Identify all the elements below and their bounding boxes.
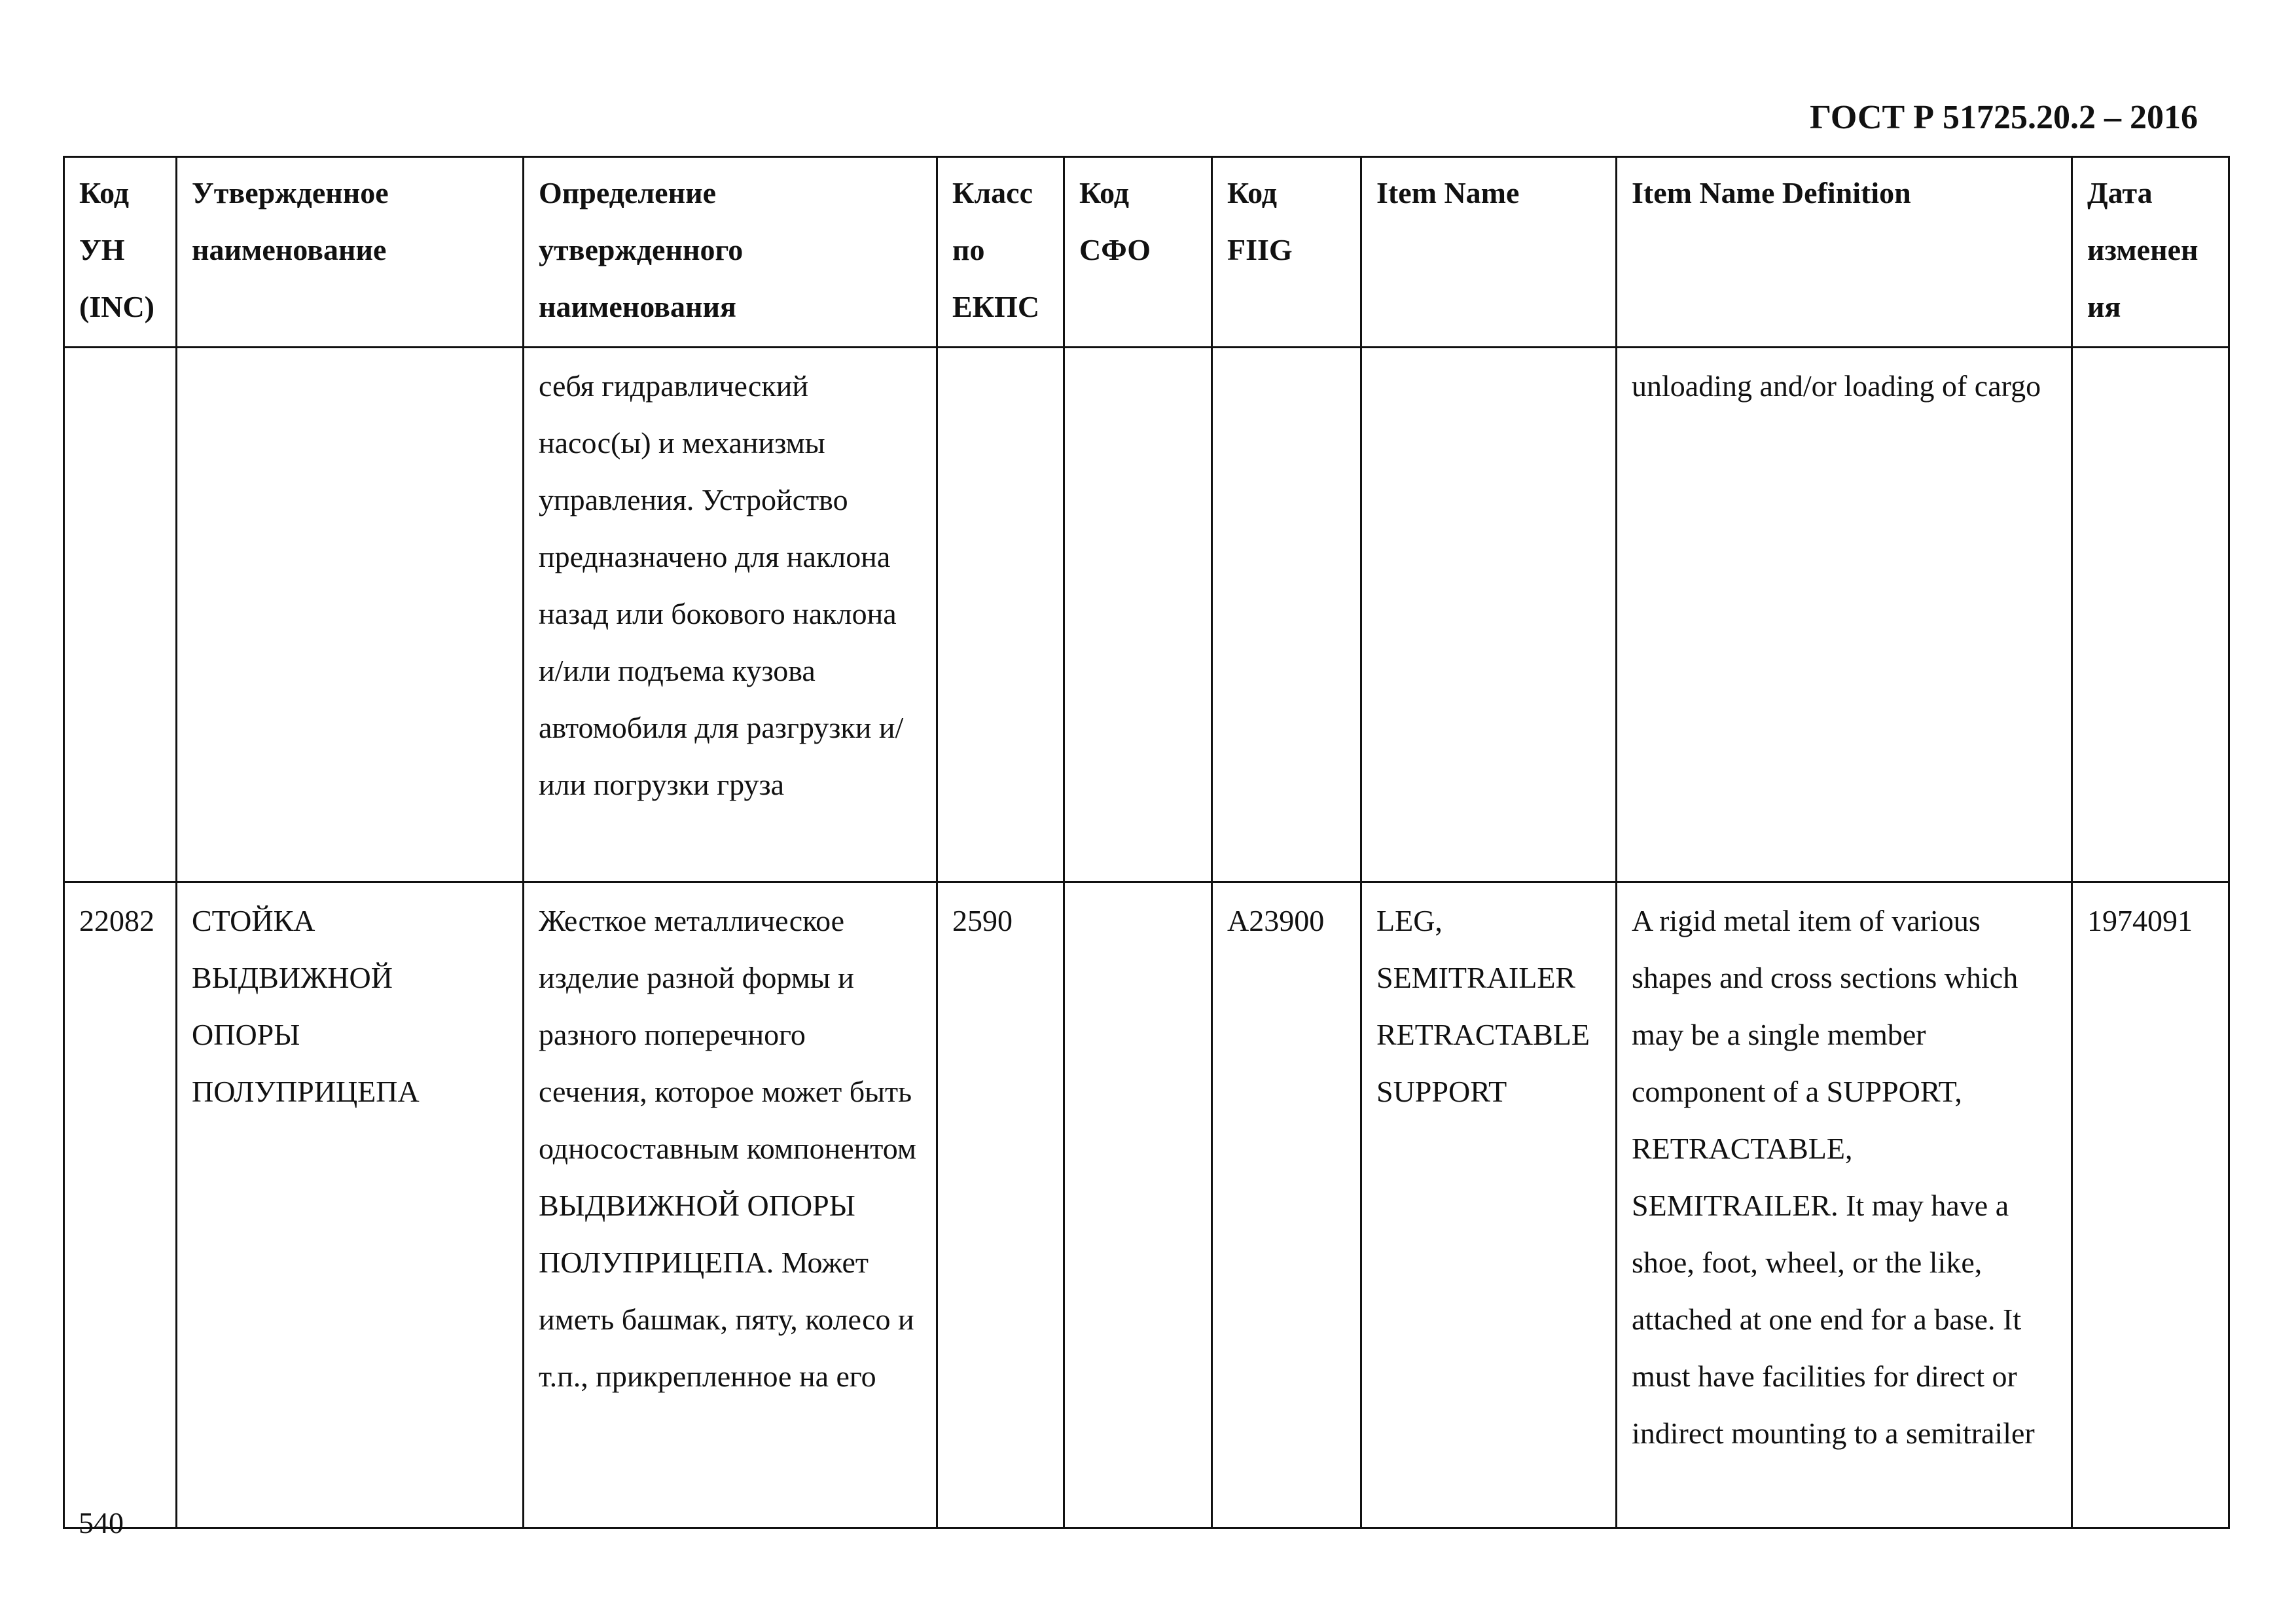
cell-item-name: LEG, SEMITRAILER RETRACTABLE SUPPORT	[1361, 882, 1617, 1528]
column-header-definition: Определение утвержденного наименования	[524, 157, 937, 348]
cell-name: СТОЙКА ВЫДВИЖНОЙ ОПОРЫ ПОЛУПРИЦЕПА	[177, 882, 524, 1528]
cell-item-name-definition: unloading and/or loading of cargo	[1617, 348, 2072, 882]
cell-date	[2072, 348, 2229, 882]
cell-item-name	[1361, 348, 1617, 882]
page-number: 540	[79, 1506, 124, 1540]
cell-sfo	[1064, 348, 1212, 882]
cell-date: 1974091	[2072, 882, 2229, 1528]
cell-inc: 22082	[64, 882, 177, 1528]
column-header-fiig: Код FIIG	[1212, 157, 1361, 348]
column-header-inc: Код УН (INC)	[64, 157, 177, 348]
table-row	[64, 882, 2229, 1528]
cell-definition: Жесткое металлическое изделие разной формы и разного поперечного сечения, которое может быть односоставным компонентом ВЫДВИЖНОЙ ОПОРЫ ПОЛУПРИЦЕПА. Может иметь башмак, пяту, колесо и т.п., прикрепленное на его	[524, 882, 937, 1528]
cell-sfo	[1064, 882, 1212, 1528]
cell-fiig	[1212, 348, 1361, 882]
column-header-date: Дата изменения	[2072, 157, 2229, 348]
table-header-row	[64, 157, 2229, 348]
cell-item-name-definition: A rigid metal item of various shapes and cross sections which may be a single member component of a SUPPORT, RETRACTABLE, SEMITRAILER. It may have a shoe, foot, wheel, or the like, attached at one end for a base. It must have facilities for direct or indirect mounting to a semitrailer	[1617, 882, 2072, 1528]
cell-ekps	[937, 348, 1064, 882]
column-header-ekps: Класс по ЕКПС	[937, 157, 1064, 348]
cell-name	[177, 348, 524, 882]
cell-inc	[64, 348, 177, 882]
table-row	[64, 348, 2229, 882]
column-header-name: Утвержденное наименование	[177, 157, 524, 348]
cell-definition: себя гидравлический насос(ы) и механизмы управления. Устройство предназначено для наклона назад или бокового наклона и/или подъема кузова автомобиля для разгрузки и/или погрузки груза	[524, 348, 937, 882]
data-table	[63, 156, 2230, 1529]
cell-fiig: A23900	[1212, 882, 1361, 1528]
column-header-item-name-definition: Item Name Definition	[1617, 157, 2072, 348]
document-code: ГОСТ Р 51725.20.2 – 2016	[1810, 99, 2198, 136]
column-header-sfo: Код СФО	[1064, 157, 1212, 348]
column-header-item-name: Item Name	[1361, 157, 1617, 348]
cell-ekps: 2590	[937, 882, 1064, 1528]
